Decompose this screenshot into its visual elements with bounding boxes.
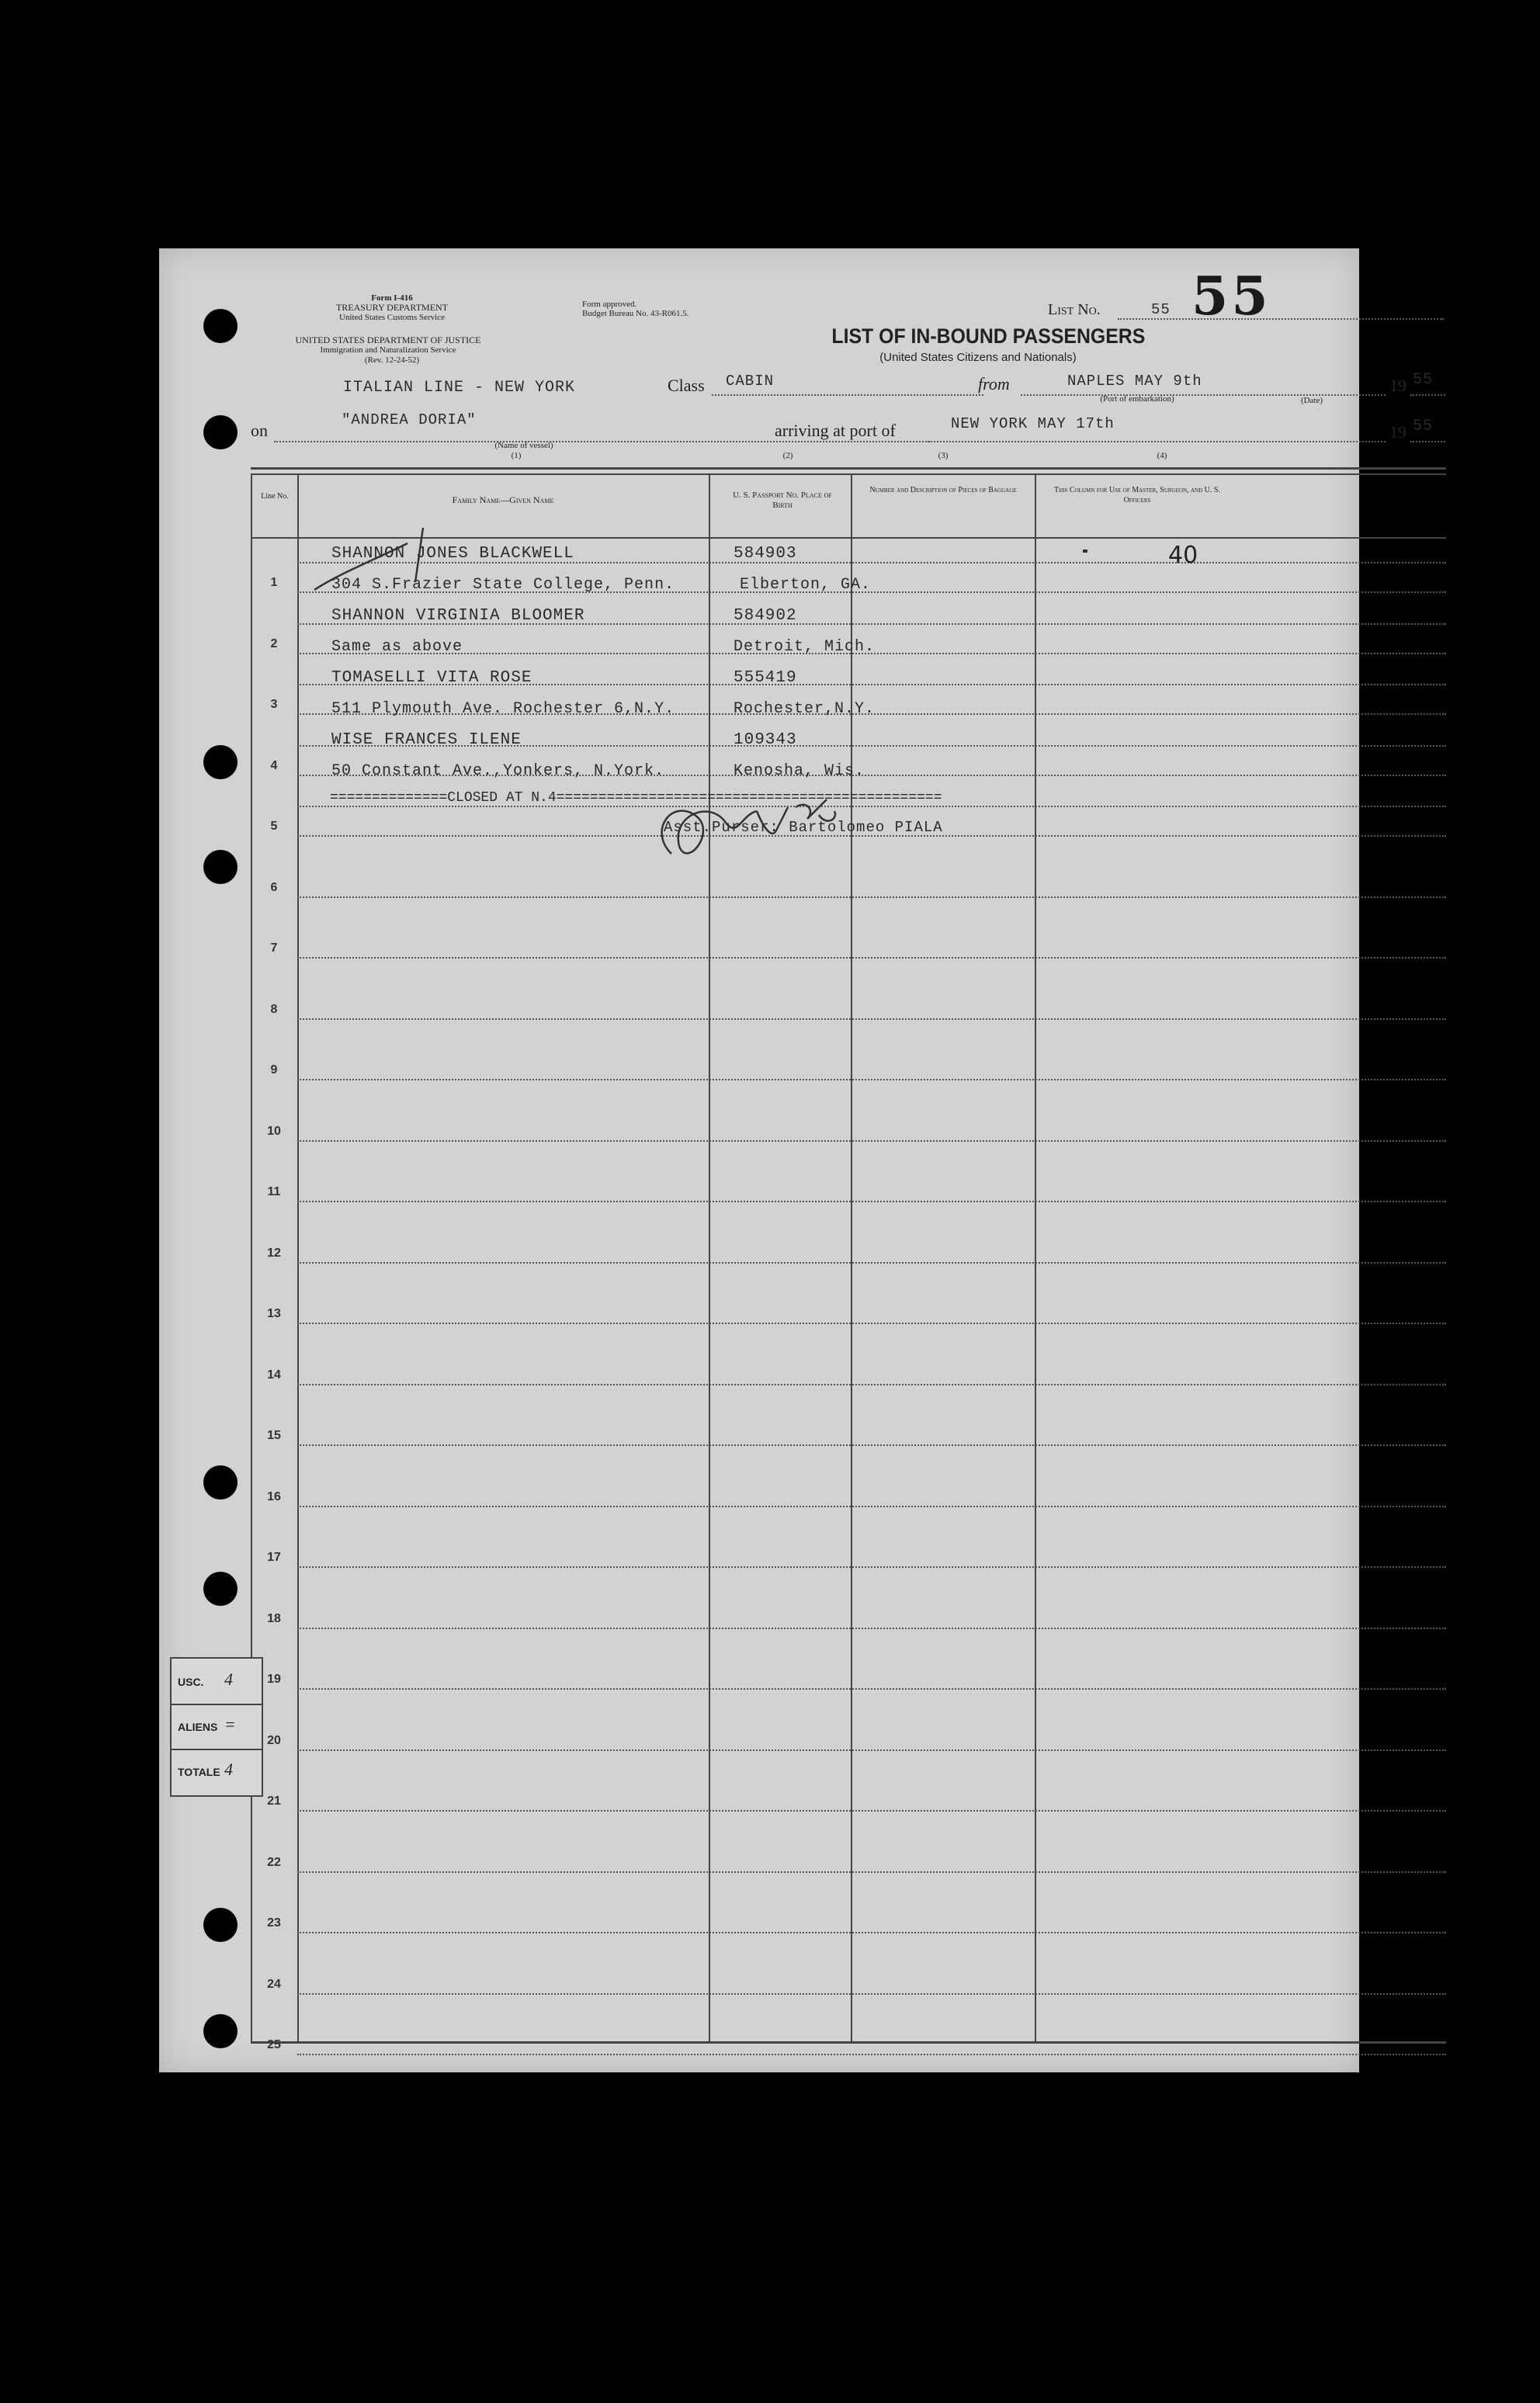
officers-tick: [1083, 550, 1087, 553]
vessel-line: [274, 441, 932, 442]
line-number: 7: [270, 941, 278, 955]
arriving-label: arriving at port of: [775, 421, 896, 440]
list-no-stamp: 55: [1191, 265, 1271, 328]
row-rule: [297, 1079, 1446, 1080]
punch-hole: [203, 745, 238, 779]
table-top-border: [251, 467, 1446, 470]
punch-hole: [203, 309, 238, 343]
class-value: CABIN: [726, 373, 775, 390]
col-divider: [251, 473, 252, 2041]
tally-box: [170, 1657, 263, 1797]
punch-hole: [203, 415, 238, 449]
line-number: 2: [270, 636, 278, 650]
line-number: 4: [270, 758, 278, 772]
line-number: 9: [270, 1063, 278, 1077]
line-number: 11: [267, 1185, 281, 1198]
row-rule: [297, 1810, 1446, 1812]
purser-line: Asst.Purser: Bartolomeo PIALA: [664, 819, 943, 836]
row-rule: [297, 957, 1446, 959]
line-number: 22: [267, 1855, 281, 1869]
punch-hole: [203, 850, 238, 884]
row-rule: [297, 1749, 1446, 1751]
entry-address: 511 Plymouth Ave. Rochester 6,N.Y.: [331, 700, 675, 718]
entry-passport: 584903: [734, 545, 797, 563]
row-rule: [297, 1018, 1446, 1020]
row-rule: [297, 1932, 1446, 1933]
on-label: on: [251, 421, 268, 440]
tally-aliens-value: =: [224, 1715, 236, 1734]
punch-hole: [203, 1465, 238, 1500]
entry-passport: 584902: [734, 607, 797, 625]
year-line-2: [1410, 441, 1445, 442]
row-rule: [297, 1323, 1446, 1324]
entry-passport: 555419: [734, 669, 797, 687]
line-number: 1: [270, 576, 278, 589]
table-top-border-2: [251, 473, 1446, 475]
service-name: United States Customs Service: [339, 313, 445, 322]
entry-birthplace: Elberton, GA.: [740, 576, 872, 594]
col-number-4: (4): [1157, 451, 1167, 460]
tally-total: [172, 1749, 262, 1794]
line-number: 13: [267, 1307, 281, 1320]
closed-line: ==============CLOSED AT N.4==============================================: [330, 790, 942, 806]
arriving-value: NEW YORK MAY 17th: [951, 415, 1115, 432]
row-rule: [297, 1688, 1446, 1690]
entry-birthplace: Kenosha, Wis.: [734, 762, 865, 780]
revision: (Rev. 12-24-52): [364, 355, 420, 365]
tally-usc-label: USC.: [178, 1676, 204, 1688]
row-rule: [297, 896, 1446, 898]
shipping-line: ITALIAN LINE - NEW YORK: [343, 379, 576, 397]
row-rule: [297, 1262, 1446, 1264]
col-divider: [1035, 473, 1036, 2041]
col-number-1: (1): [511, 451, 522, 460]
row-rule: [297, 1384, 1446, 1385]
year-line-1: [1410, 394, 1445, 396]
dept-name-2: UNITED STATES DEPARTMENT OF JUSTICE: [295, 335, 481, 345]
entry-name: SHANNON VIRGINIA BLOOMER: [331, 607, 585, 625]
budget-bureau: Budget Bureau No. 43-R061.5.: [582, 309, 689, 318]
row-rule: [297, 1871, 1446, 1873]
punch-hole: [203, 2014, 238, 2048]
col-number-3: (3): [938, 451, 949, 460]
form-approved: Form approved.: [582, 300, 637, 309]
year-1: 55: [1413, 371, 1434, 389]
list-no-typed: 55: [1151, 301, 1171, 318]
entry-passport: 109343: [734, 731, 797, 749]
form-number: Form I-416: [371, 293, 413, 303]
handwritten-signature: [640, 784, 873, 877]
entry-birthplace: Rochester,N.Y.: [734, 700, 876, 718]
year-prefix-2: 19: [1389, 422, 1406, 442]
row-rule: [297, 1506, 1446, 1507]
list-no-label: List No.: [1048, 301, 1101, 318]
col-divider: [709, 473, 710, 2041]
class-line: [712, 394, 983, 396]
page-subtitle: (United States Citizens and Nationals): [879, 351, 1077, 364]
row-rule: [297, 2054, 1446, 2055]
row-rule: [297, 1444, 1446, 1446]
vessel-name: "ANDREA DORIA": [342, 411, 477, 428]
line-number: 21: [267, 1794, 281, 1808]
vessel-caption: (Name of vessel): [494, 441, 553, 450]
entry-address: 304 S.Frazier State College, Penn.: [331, 576, 675, 594]
col-header-name: Family Name—Given Name: [452, 494, 554, 505]
line-number: 5: [270, 820, 278, 833]
row-rule: [297, 1140, 1446, 1142]
page-title: LIST OF IN-BOUND PASSENGERS: [831, 324, 1146, 348]
col-header-line-no: Line No.: [261, 492, 289, 501]
row-rule: [297, 1628, 1446, 1629]
line-number: 14: [267, 1368, 281, 1382]
punch-hole: [203, 1908, 238, 1942]
tally-aliens: [172, 1704, 262, 1750]
check-mark: [307, 528, 446, 598]
line-number: 8: [270, 1002, 278, 1016]
line-number: 15: [267, 1429, 281, 1442]
entry-address: 50 Constant Ave.,Yonkers, N.York.: [331, 762, 665, 780]
line-number: 16: [267, 1489, 281, 1503]
line-number: 17: [267, 1551, 281, 1564]
row-rule: [297, 1993, 1446, 1995]
line-number: 6: [270, 880, 278, 894]
list-no-line: [1118, 318, 1444, 320]
tally-total-value: 4: [224, 1760, 233, 1779]
officers-mark: 40: [1168, 542, 1198, 569]
entry-name: SHANNON JONES BLACKWELL: [331, 545, 574, 563]
col-header-passport: U. S. Passport No. Place of Birth: [733, 491, 832, 510]
dept-name: TREASURY DEPARTMENT: [335, 302, 449, 313]
col-divider: [297, 473, 299, 2041]
manifest-sheet: [159, 248, 1434, 2072]
arriving-line: [928, 441, 1386, 442]
line-number: 3: [270, 698, 278, 711]
year-prefix-1: 19: [1389, 376, 1406, 395]
year-2: 55: [1413, 418, 1434, 435]
entry-address: Same as above: [331, 638, 463, 656]
class-label: Class: [668, 376, 705, 395]
line-number: 25: [267, 2038, 281, 2051]
from-label: from: [978, 374, 1010, 394]
line-number: 24: [267, 1977, 281, 1991]
table-bottom-border: [251, 2041, 1446, 2044]
date-caption: (Date): [1300, 396, 1323, 405]
col-header-baggage: Number and Description of Pieces of Baggage: [869, 486, 1017, 494]
tally-usc: [172, 1659, 262, 1705]
line-number: 20: [267, 1733, 281, 1747]
entry-name: TOMASELLI VITA ROSE: [331, 669, 532, 687]
line-number: 18: [267, 1611, 281, 1625]
service-name-2: Immigration and Naturalization Service: [320, 345, 456, 355]
tally-usc-value: 4: [224, 1670, 233, 1689]
line-number: 23: [267, 1916, 281, 1930]
line-number: 10: [267, 1124, 281, 1138]
entry-name: WISE FRANCES ILENE: [331, 731, 522, 749]
col-number-2: (2): [782, 451, 793, 460]
from-value: NAPLES MAY 9th: [1067, 373, 1202, 390]
col-header-officers: This Column for Use of Master, Surgeon, and U. S. Officers: [1054, 486, 1220, 505]
entry-birthplace: Detroit, Mich.: [734, 638, 876, 656]
line-number: 19: [267, 1673, 281, 1686]
tally-aliens-label: ALIENS: [178, 1721, 218, 1733]
row-rule: [297, 1566, 1446, 1568]
tally-total-label: TOTALE: [178, 1766, 220, 1778]
punch-hole: [203, 1572, 238, 1606]
port-embark-caption: (Port of embarkation): [1100, 394, 1174, 404]
row-rule: [297, 1201, 1446, 1202]
line-number: 12: [267, 1246, 281, 1260]
